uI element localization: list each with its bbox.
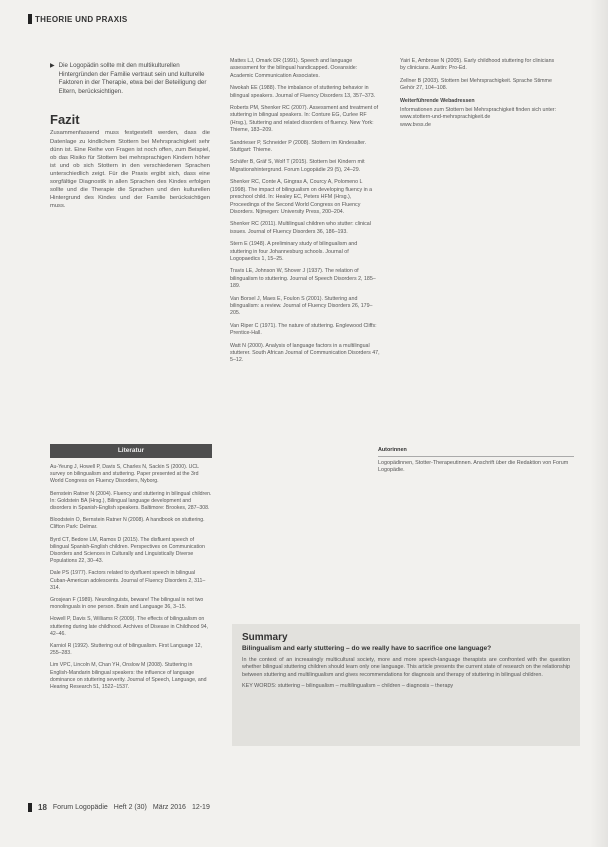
summary-paragraph: In the context of an increasingly multicultural society, more and more speech-language therapists are confronted with the question whether bilingual stuttering children should learn only one language. This article presents the current state of research on the relationship between stuttering and multilingualism and gives recommendations for diagnosis and therapy of stuttering in bilingual children. xyxy=(242,657,570,678)
reference-item: Au-Yeung J, Howell P, Davis S, Charles N, Sackin S (2000). UCL survey on bilingualism and stuttering. Paper presented at the 3rd World Congress on Fluency Disorders, Nyborg. xyxy=(50,464,199,485)
section-title: THEORIE UND PRAXIS xyxy=(35,14,128,24)
bullet-text: Die Logopädin sollte mit den multikulturellen Hintergründen der Familie vertraut sein und kulturelle Faktoren in der Therapie, etwa bei der Beteiligung der Eltern, berücksichtigen. xyxy=(58,62,207,95)
web-url-link[interactable]: www.bvss.de xyxy=(400,121,431,128)
reference-item: Travis LE, Johnson W, Shover J (1937). The relation of bilingualism to stuttering. Journal of Speech Disorders 2, 185–189. xyxy=(230,268,376,290)
reference-item: Roberts PM, Shenker RC (2007). Assessment and treatment of stuttering in bilingual speakers. In: Conture EG, Curlee RF (Hrsg.), Stuttering and related disorders of fluency. New York: Thieme, 183–209. xyxy=(230,105,379,134)
section-header xyxy=(28,14,128,24)
journal-pages: 12-19 xyxy=(191,804,210,811)
reference-item: Van Riper C (1971). The nature of stuttering. Englewood Cliffs: Prentice-Hall. xyxy=(230,322,377,337)
journal-name: Forum Logopädie xyxy=(52,804,108,811)
summary-keywords: KEY WORDS: stuttering – bilingualism – multilingualism – children – diagnosis – therapy xyxy=(242,682,454,689)
journal-date: März 2016 xyxy=(152,804,186,811)
bullet-item xyxy=(50,62,210,96)
reference-item: Bloodstein O, Bernstein Ratner N (2008). A handbook on stuttering. Clifton Park: Delmar. xyxy=(50,517,205,531)
reference-item: Sandrieser P, Schneider P (2008). Stottern im Kindesalter. Stuttgart: Thieme. xyxy=(230,139,367,154)
page-footer xyxy=(28,803,210,812)
page-number: 18 xyxy=(38,803,47,812)
reference-item: Nwokah EE (1988). The imbalance of stuttering behavior in bilingual speakers. Journal of Fluency Disorders 13, 357–373. xyxy=(230,85,376,99)
literatur-list xyxy=(50,464,212,696)
footer-marker xyxy=(28,803,32,812)
reference-item: Howell P, Davis S, Williams R (2009). The effects of bilingualism on stuttering during late childhood. Archives of Disease in Childhood 94, 42–46. xyxy=(50,616,209,637)
reference-item: Zellner B (2003). Stottern bei Mehrsprachigkeit. Sprache Stimme Gehör 27, 104–108. xyxy=(400,77,552,92)
column-left xyxy=(50,40,210,210)
summary-subtitle: Bilingualism and early stuttering – do we really have to sacrifice one language? xyxy=(242,645,492,652)
authors-box xyxy=(378,447,574,475)
reference-item: Byrd CT, Bedore LM, Ramos D (2015). The disfluent speech of bilingual Spanish-English children. Perspectives on Communication Disorders and Sciences in Culturally and Linguistically Diverse Populations 22, 30–43. xyxy=(50,536,205,565)
fazit-body: Zusammenfassend muss festgestellt werden, dass die Datenlage zu kindlichem Stottern bei Mehrsprachigkeit sehr dünn ist. Eine Reihe von Fragen ist noch offen, zum Beispiel, ob das Risiko für Stottern bei mehrsprachigen Kindern höher ist und ob sich Stottern in den verschiedenen Sprachen unterschiedlich zeigt. Für die Praxis ergibt sich, dass eine sorgfältige Diagnostik in allen Sprachen des Kindes erfolgen sollte und die Therapie die Sprachen und den kulturellen Hintergrund des Kindes und der Familie berücksichtigen muss. xyxy=(50,130,210,210)
web-addresses-heading: Weiterführende Webadressen xyxy=(400,97,475,104)
reference-item: Stern E (1948). A preliminary study of bilingualism and stuttering in four Johannesburg schools. Journal of Logopaedics 1, 15–25. xyxy=(230,241,358,262)
scan-shadow xyxy=(590,0,608,847)
reference-item: Shenker RC, Conte A, Gingras A, Courcy A, Polomeno L (1998). The impact of bilingualism on developing fluency in a preschool child. In: Healey EC, Peters HFM (Hrsg.), Proceedings of the Second World Congress on Fluency Disorders. Nijmegen: University Press, 200–204. xyxy=(230,179,373,215)
reference-item: Yairi E, Ambrose N (2005). Early childhood stuttering for clinicians by clinicians. Austin: Pro-Ed. xyxy=(400,58,555,72)
reference-item: Dale PS (1977). Factors related to dysfluent speech in bilingual Cuban-American adolescents. Journal of Fluency Disorders 2, 311–314. xyxy=(50,570,206,591)
summary-box xyxy=(232,624,580,746)
header-marker xyxy=(28,14,32,24)
reference-item: Mattes LJ, Omark DR (1991). Speech and language assessment for the bilingual handicapped. Oceanside: Academic Communication Associates. xyxy=(230,58,358,79)
reference-item: Karniol R (1992). Stuttering out of bilingualism. First Language 12, 255–283. xyxy=(50,643,202,657)
web-addresses-intro: Informationen zum Stottern bei Mehrsprachigkeit finden sich unter: xyxy=(400,107,557,114)
reference-item: Van Borsel J, Maes E, Foulon S (2001). Stuttering and bilingualism: a review. Journal of Fluency Disorders 26, 179–205. xyxy=(230,295,373,317)
authors-text: Logopädinnen, Stotter-Therapeutinnen. Anschrift über die Redaktion von Forum Logopädie. xyxy=(378,460,569,474)
reference-item: Lim VPC, Lincoln M, Chan YH, Onslow M (2008). Stuttering in English-Mandarin bilingual speakers: the influence of language dominance on stuttering severity. Journal of Speech, Language, and Hearing Research 51, 1522–1537. xyxy=(50,662,207,691)
triangle-bullet-icon: ▶ xyxy=(50,63,55,69)
summary-heading: Summary xyxy=(242,632,288,643)
reference-item: Watt N (2000). Analysis of language factors in a multilingual stutterer. South African Journal of Communication Disorders 47, 5–12. xyxy=(230,342,380,364)
reference-item: Shenker RC (2011). Multilingual children who stutter: clinical issues. Journal of Fluency Disorders 36, 186–193. xyxy=(230,221,371,235)
reference-item: Grosjean F (1989). Neurolinguists, beware! The bilingual is not two monolinguals in one person. Brain and Language 36, 3–15. xyxy=(50,597,204,611)
column-right xyxy=(400,58,560,129)
reference-item: Schäfer B, Gräf S, Wolf T (2015). Stottern bei Kindern mit Migrationshintergrund. Forum Logopädie 29 (5), 24–29. xyxy=(230,159,365,173)
web-url-link[interactable]: www.stottern-und-mehrsprachigkeit.de xyxy=(400,114,491,121)
literatur-heading: Literatur xyxy=(50,444,212,458)
column-middle xyxy=(230,58,380,370)
authors-heading: Autorinnen xyxy=(378,447,574,457)
fazit-heading: Fazit xyxy=(50,112,80,127)
reference-item: Bernstein Ratner N (2004). Fluency and stuttering in bilingual children. In: Goldstein BA (Hrsg.), Bilingual language development and disorders in Spanish-English speakers. Baltimore: Brookes, 287–308. xyxy=(50,490,212,512)
journal-issue: Heft 2 (30) xyxy=(113,804,147,811)
